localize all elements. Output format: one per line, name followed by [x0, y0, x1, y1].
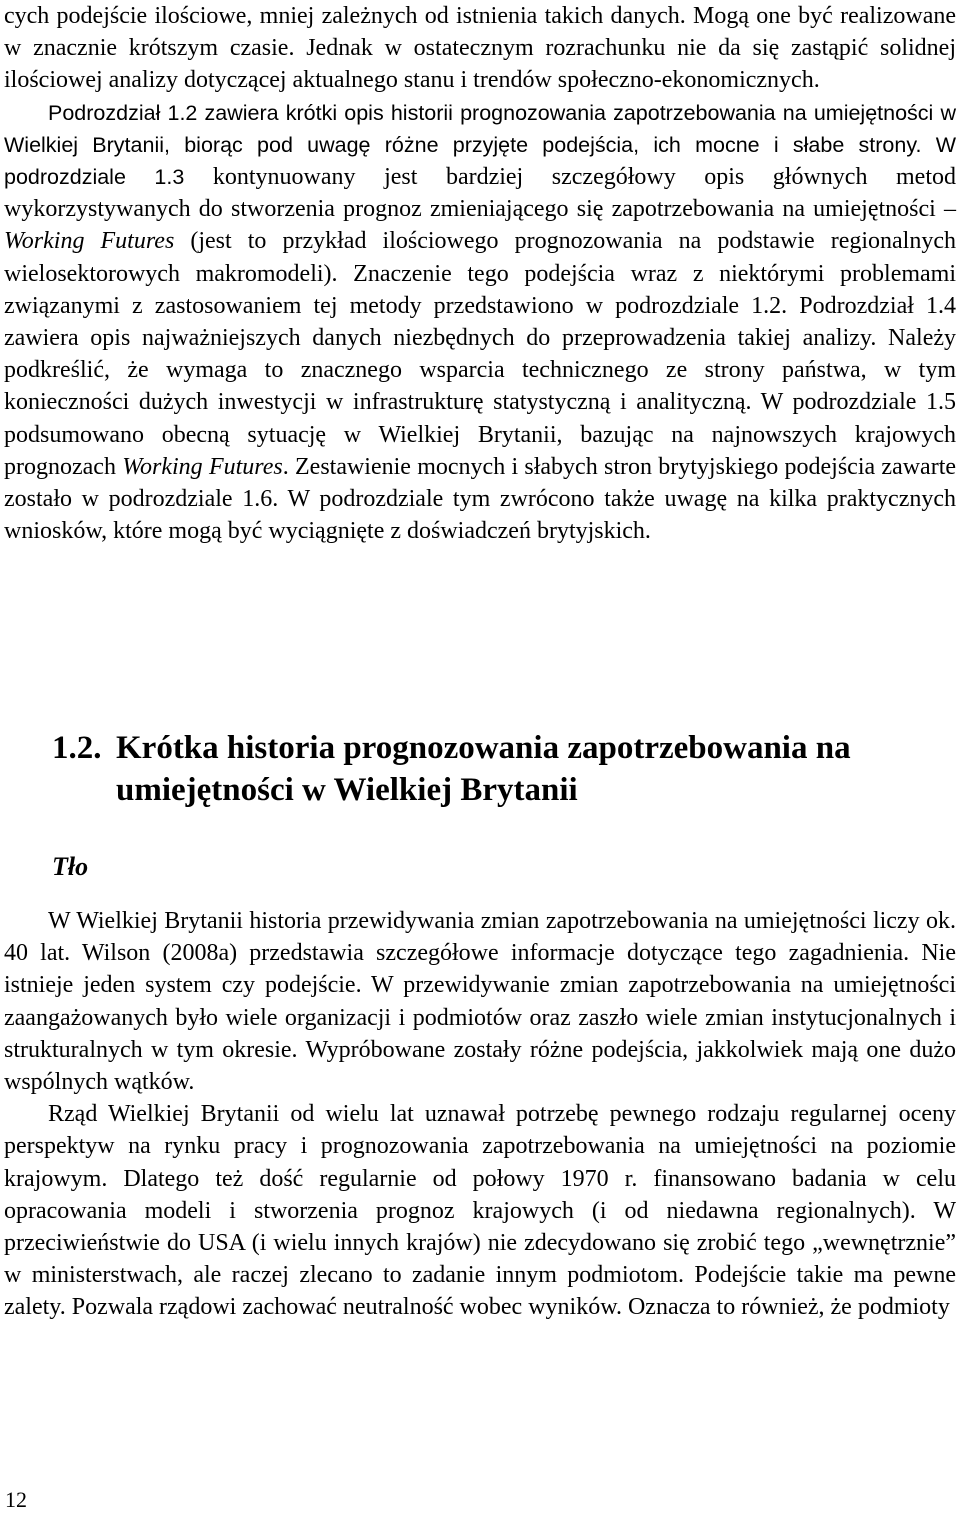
section-number: 1.2. — [52, 730, 102, 766]
working-futures-reference-2: Working Futures — [122, 453, 283, 480]
intro-paragraph-1: cych podejście ilościowe, mniej zależnych od istnienia takich danych. Mogą one być realizowane w znacznie krótszym czasie. Jednak w ostatecznym rozrachunku nie da się zastąpić solidnej ilościowej analizy dotyczącej aktualnego stanu i trendów społeczno-ekonomicznych. — [4, 3, 956, 94]
intro-paragraph-2-sans-part: Podrozdział 1.2 zawiera krótki opis historii prognozowania zapotrzebowania na umiejętności w Wielkiej Brytanii, biorąc pod uwagę różne przyjęte podejścia, ich mocne i słabe strony. W podrozdziale 1.3 — [4, 100, 956, 190]
body-paragraph-1: W Wielkiej Brytanii historia przewidywania zmian zapotrzebowania na umiejętności liczy ok. 40 lat. Wilson (2008a) przedstawia szczegółowe informacje dotyczące tego zagadnienia. Nie istnieje jeden system czy podejście. W przewidywanie zmian zapotrzebowania na umiejętności zaangażowanych było wiele organizacji i podmiotów oraz zaszło wiele zmian instytucjonalnych i strukturalnych w tym okresie. Wypróbowane zostały różne podejścia, jakkolwiek mają one dużo wspólnych wątków. — [4, 908, 956, 1096]
intro-paragraph-2 — [4, 97, 956, 548]
intro-paragraph-2-part-c: (jest to przykład ilościowego prognozowania na podstawie regionalnych wielosektorowych makromodeli). Znaczenie tego podejścia wraz z niektórymi problemami związanymi z zastosowaniem tej metody przedstawiono w podrozdziale 1.2. Podrozdział 1.4 zawiera opis najważniejszych danych niezbędnych do przeprowadzenia takiej analizy. Należy podkreślić, że wymaga to znacznego wsparcia technicznego ze strony państwa, w tym konieczności dużych inwestycji w infrastrukturę statystyczną i analityczną. W podrozdziale 1.5 podsumowano obecną sytuację w Wielkiej Brytanii, bazując na najnowszych krajowych prognozach — [4, 228, 956, 480]
body-paragraph-2: Rząd Wielkiej Brytanii od wielu lat uznawał potrzebę pewnego rodzaju regularnej oceny perspektyw na rynku pracy i prognozowania zapotrzebowania na umiejętności na poziomie krajowym. Dlatego też dość regularnie od połowy 1970 r. finansowano badania w celu opracowania modeli i stworzenia prognoz krajowych (i od niedawna regionalnych). W przeciwieństwie do USA (i wielu innych krajów) nie zdecydowano się zrobić tego „wewnętrznie” w ministerstwach, ale raczej zlecano to zadanie innym podmiotom. Podejście takie ma pewne zalety. Pozwala rządowi zachować neutralność wobec wyników. Oznacza to również, że podmioty — [4, 1101, 956, 1321]
working-futures-reference-1: Working Futures — [4, 228, 175, 255]
section-title: Krótka historia prognozowania zapotrzebowania na umiejętności w Wielkiej Brytanii — [116, 730, 851, 808]
intro-block — [4, 0, 956, 547]
subsection-heading: Tło — [52, 852, 89, 881]
page-number: 12 — [5, 1487, 27, 1512]
intro-paragraph-2-part-d: . Zestawienie mocnych i słabych stron brytyjskiego podejścia zawarte zostało w podrozdziale 1.6. W podrozdziale tym zwrócono także uwagę na kilka praktycznych wniosków, które mogą być wyciągnięte z doświadczeń brytyjskich. — [4, 453, 957, 545]
body-block — [4, 905, 956, 1324]
intro-paragraph-2-part-b: kontynuowany jest bardziej szczegółowy opis głównych metod wykorzystywanych do stworzenia prognoz zmieniającego się zapotrzebowania na umiejętności – — [4, 164, 956, 223]
